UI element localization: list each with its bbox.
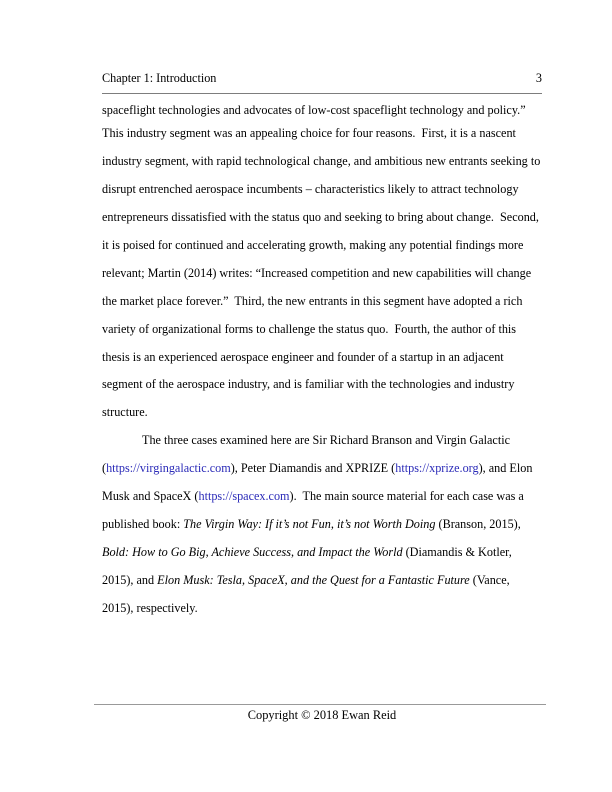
text-line xyxy=(102,350,539,378)
footer-text: Copyright © 2018 Ewan Reid xyxy=(247,708,397,722)
header-rule xyxy=(102,93,542,94)
footer-rule xyxy=(94,704,546,705)
text-line xyxy=(102,489,539,517)
text-segment: relevant; Martin (2014) writes: “Increased competition and new capabilities will change xyxy=(102,265,532,280)
text-line xyxy=(102,601,539,629)
text-segment: entrepreneurs dissatisfied with the status quo and seeking to bring about change. Second, xyxy=(102,210,539,225)
text-line xyxy=(102,266,539,294)
text-segment: Musk and SpaceX ( xyxy=(102,488,199,503)
text-line xyxy=(102,545,539,573)
text-line xyxy=(102,377,539,405)
text-line xyxy=(102,103,539,126)
text-line xyxy=(102,154,539,182)
text-segment: (Branson, 2015), xyxy=(435,516,521,531)
hyperlink[interactable]: https://xprize.org xyxy=(395,461,479,476)
page-number: 3 xyxy=(535,71,542,85)
text-segment: the market place forever.” Third, the new entrants in this segment have adopted a rich xyxy=(102,293,523,308)
text-segment: variety of organizational forms to challenge the status quo. Fourth, the author of this xyxy=(102,321,517,336)
text-segment: The three cases examined here are Sir Richard Branson and Virgin Galactic xyxy=(142,433,511,448)
body-text xyxy=(102,103,539,628)
text-segment: ( xyxy=(102,461,107,476)
text-segment: published book: xyxy=(102,516,184,531)
text-line xyxy=(102,294,539,322)
text-segment: spaceflight technologies and advocates of low-cost spaceflight technology and policy.” xyxy=(102,103,526,117)
page-footer xyxy=(102,707,542,723)
text-line xyxy=(102,517,539,545)
text-line xyxy=(102,210,539,238)
text-segment: (Vance, xyxy=(469,572,510,587)
text-segment: thesis is an experienced aerospace engineer and founder of a startup in an adjacent xyxy=(102,349,504,364)
text-line xyxy=(102,238,539,266)
text-line xyxy=(102,182,539,210)
text-segment: structure. xyxy=(102,405,148,420)
text-segment: This industry segment was an appealing choice for four reasons. First, it is a nascent xyxy=(102,126,516,141)
hyperlink[interactable]: https://spacex.com xyxy=(198,488,290,503)
text-segment: 2015), and xyxy=(102,572,158,587)
text-line xyxy=(102,126,539,154)
text-segment: it is poised for continued and accelerating growth, making any potential findings more xyxy=(102,237,524,252)
hyperlink[interactable]: https://virgingalactic.com xyxy=(106,461,231,476)
text-segment: (Diamandis & Kotler, xyxy=(402,544,512,559)
page-header xyxy=(102,71,542,86)
book-title: The Virgin Way: If it’s not Fun, it’s not Worth Doing xyxy=(183,516,436,531)
text-line xyxy=(102,433,539,461)
running-head: Chapter 1: Introduction xyxy=(102,71,217,85)
text-segment: industry segment, with rapid technological change, and ambitious new entrants seeking to xyxy=(102,154,541,169)
text-line xyxy=(102,405,539,433)
text-segment: ), Peter Diamandis and XPRIZE ( xyxy=(230,461,396,476)
text-line xyxy=(102,461,539,489)
book-title: Bold: How to Go Big, Achieve Success, and Impact the World xyxy=(102,544,403,559)
text-segment: ), and Elon xyxy=(478,461,533,476)
text-segment: 2015), respectively. xyxy=(102,600,198,615)
text-line xyxy=(102,322,539,350)
text-line xyxy=(102,573,539,601)
text-segment: segment of the aerospace industry, and is familiar with the technologies and industry xyxy=(102,377,515,392)
text-segment: disrupt entrenched aerospace incumbents – characteristics likely to attract technology xyxy=(102,182,519,197)
text-segment: ). The main source material for each case was a xyxy=(289,488,524,503)
book-title: Elon Musk: Tesla, SpaceX, and the Quest for a Fantastic Future xyxy=(157,572,470,587)
